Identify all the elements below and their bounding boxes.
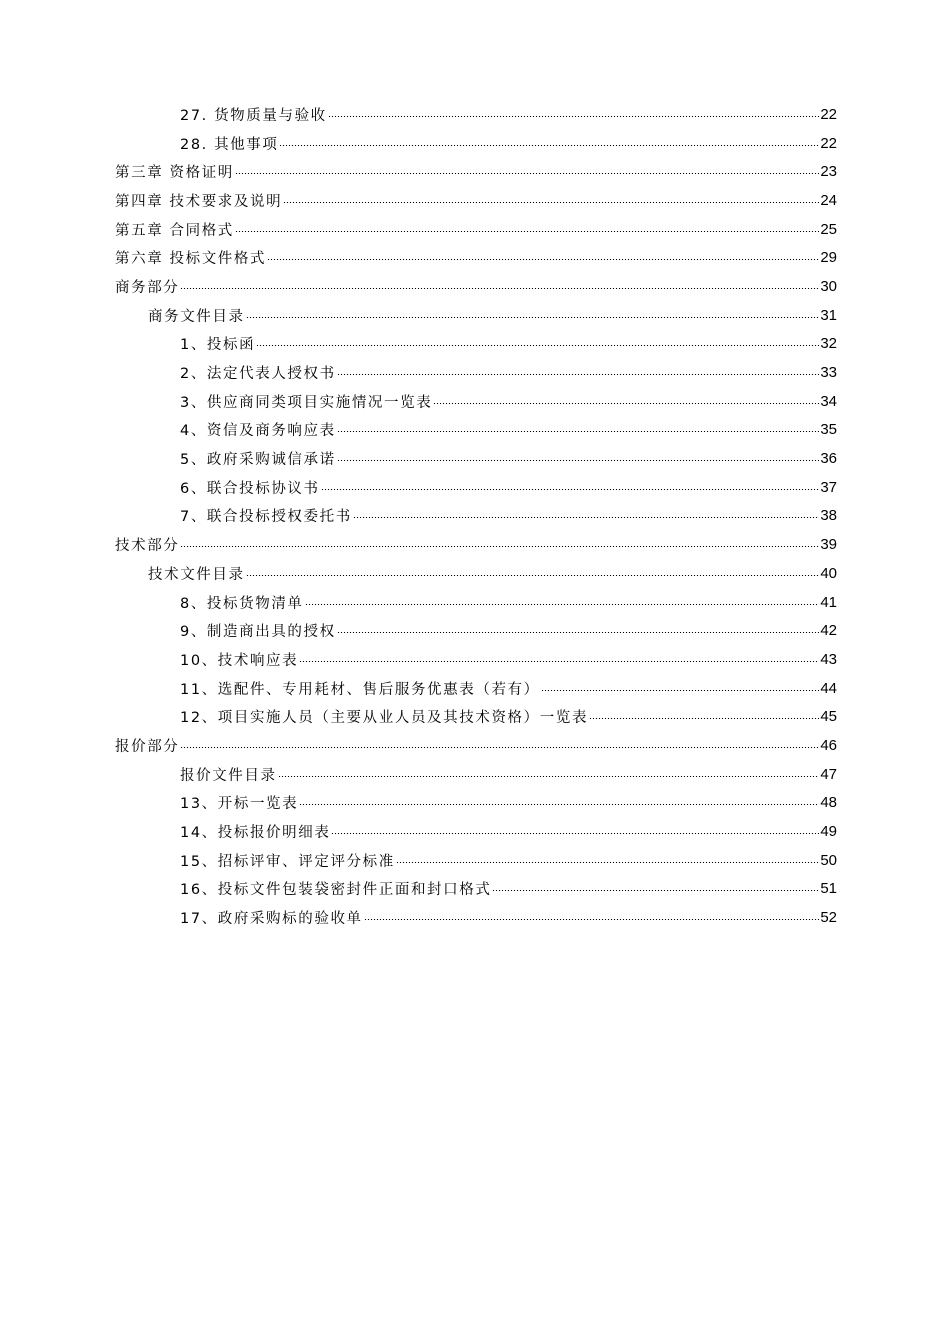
toc-entry[interactable] [0, 473, 950, 502]
toc-entry-title: 27. 货物质量与验收 [180, 107, 327, 124]
toc-entry-page-number: 40 [820, 564, 837, 582]
toc-entry-page-number: 34 [820, 392, 837, 410]
toc-entry-page-number: 49 [820, 823, 837, 841]
toc-dot-leader [180, 747, 819, 748]
toc-entry-page-number: 30 [820, 277, 837, 295]
toc-dot-leader [283, 202, 819, 203]
toc-entry-title: 10、技术响应表 [180, 652, 299, 669]
toc-entry-page-number: 52 [820, 909, 837, 927]
toc-entry-page-number: 46 [820, 736, 837, 754]
toc-entry-page-number: 45 [820, 708, 837, 726]
toc-entry[interactable] [0, 272, 950, 301]
toc-entry-page-number: 24 [820, 191, 837, 209]
toc-dot-leader [246, 575, 820, 576]
toc-dot-leader [328, 116, 820, 117]
toc-entry[interactable] [0, 702, 950, 731]
toc-entry-page-number: 25 [820, 220, 837, 238]
toc-entry-title: 11、选配件、专用耗材、售后服务优惠表（若有） [180, 681, 540, 698]
toc-entry[interactable] [0, 616, 950, 645]
toc-entry[interactable] [0, 817, 950, 846]
toc-dot-leader [235, 173, 819, 174]
toc-entry-page-number: 48 [820, 794, 837, 812]
toc-entry[interactable] [0, 157, 950, 186]
toc-dot-leader [278, 776, 820, 777]
toc-entry-title: 商务部分 [115, 279, 180, 296]
toc-dot-leader [305, 604, 820, 605]
toc-dot-leader [337, 374, 820, 375]
toc-entry-title: 9、制造商出具的授权 [180, 624, 336, 641]
toc-entry-page-number: 31 [820, 306, 837, 324]
toc-dot-leader [337, 632, 820, 633]
toc-entry-title: 第四章 技术要求及说明 [115, 193, 283, 210]
toc-dot-leader [337, 431, 820, 432]
toc-entry[interactable] [0, 588, 950, 617]
toc-dot-leader [279, 145, 819, 146]
toc-entry[interactable] [0, 243, 950, 272]
toc-entry-page-number: 38 [820, 507, 837, 525]
toc-dot-leader [256, 345, 819, 346]
toc-entry-page-number: 50 [820, 851, 837, 869]
toc-dot-leader [321, 489, 820, 490]
toc-entry-title: 8、投标货物清单 [180, 595, 304, 612]
toc-entry-page-number: 47 [820, 765, 837, 783]
toc-entry-page-number: 41 [820, 593, 837, 611]
toc-entry-title: 5、政府采购诚信承诺 [180, 452, 336, 469]
toc-dot-leader [180, 288, 819, 289]
toc-entry-title: 6、联合投标协议书 [180, 480, 320, 497]
toc-entry[interactable] [0, 530, 950, 559]
toc-dot-leader [396, 862, 819, 863]
toc-entry-title: 14、投标报价明细表 [180, 825, 331, 842]
toc-entry[interactable] [0, 358, 950, 387]
toc-entry[interactable] [0, 301, 950, 330]
toc-entry-page-number: 33 [820, 364, 837, 382]
toc-entry[interactable] [0, 444, 950, 473]
toc-dot-leader [235, 231, 819, 232]
toc-entry[interactable] [0, 731, 950, 760]
toc-dot-leader [299, 804, 819, 805]
toc-entry-page-number: 37 [820, 478, 837, 496]
toc-entry-page-number: 43 [820, 650, 837, 668]
toc-dot-leader [589, 718, 819, 719]
toc-entry-page-number: 23 [820, 163, 837, 181]
toc-dot-leader [541, 690, 820, 691]
toc-entry-title: 商务文件目录 [148, 308, 245, 325]
table-of-contents [0, 100, 950, 932]
toc-entry-page-number: 51 [820, 880, 837, 898]
toc-entry-title: 报价文件目录 [180, 767, 277, 784]
toc-entry-title: 1、投标函 [180, 337, 256, 354]
toc-entry[interactable] [0, 760, 950, 789]
toc-entry-title: 第三章 资格证明 [115, 165, 234, 182]
toc-entry-title: 3、供应商同类项目实施情况一览表 [180, 394, 433, 411]
toc-entry[interactable] [0, 129, 950, 158]
toc-dot-leader [331, 833, 819, 834]
toc-entry[interactable] [0, 903, 950, 932]
toc-entry-title: 技术文件目录 [148, 566, 245, 583]
toc-entry[interactable] [0, 502, 950, 531]
toc-entry[interactable] [0, 215, 950, 244]
toc-entry[interactable] [0, 789, 950, 818]
toc-entry-title: 17、政府采购标的验收单 [180, 911, 363, 928]
toc-entry-page-number: 39 [820, 536, 837, 554]
toc-dot-leader [180, 546, 819, 547]
toc-entry-page-number: 32 [820, 335, 837, 353]
toc-entry[interactable] [0, 674, 950, 703]
toc-entry-page-number: 29 [820, 249, 837, 267]
toc-dot-leader [364, 919, 820, 920]
toc-entry-title: 16、投标文件包装袋密封件正面和封口格式 [180, 882, 492, 899]
toc-dot-leader [337, 460, 820, 461]
toc-dot-leader [267, 259, 819, 260]
toc-entry-title: 15、招标评审、评定评分标准 [180, 853, 395, 870]
toc-dot-leader [492, 890, 819, 891]
toc-entry[interactable] [0, 416, 950, 445]
toc-dot-leader [246, 317, 820, 318]
toc-entry-title: 4、资信及商务响应表 [180, 423, 336, 440]
toc-entry-title: 28. 其他事项 [180, 136, 279, 153]
toc-entry[interactable] [0, 559, 950, 588]
toc-entry[interactable] [0, 846, 950, 875]
toc-entry-title: 第六章 投标文件格式 [115, 251, 267, 268]
toc-entry[interactable] [0, 186, 950, 215]
toc-entry[interactable] [0, 645, 950, 674]
toc-entry-page-number: 36 [820, 450, 837, 468]
toc-entry-page-number: 42 [820, 622, 837, 640]
toc-entry-page-number: 35 [820, 421, 837, 439]
toc-entry[interactable] [0, 875, 950, 904]
toc-entry-title: 第五章 合同格式 [115, 222, 234, 239]
toc-entry-title: 报价部分 [115, 738, 180, 755]
toc-entry-title: 13、开标一览表 [180, 796, 299, 813]
toc-entry[interactable] [0, 387, 950, 416]
toc-entry-title: 7、联合投标授权委托书 [180, 509, 352, 526]
toc-entry[interactable] [0, 100, 950, 129]
toc-entry-page-number: 22 [820, 105, 837, 123]
toc-dot-leader [299, 661, 819, 662]
toc-entry[interactable] [0, 330, 950, 359]
toc-dot-leader [433, 403, 819, 404]
toc-entry-page-number: 44 [820, 679, 837, 697]
toc-dot-leader [353, 517, 819, 518]
toc-entry-title: 2、法定代表人授权书 [180, 366, 336, 383]
toc-entry-title: 12、项目实施人员（主要从业人员及其技术资格）一览表 [180, 710, 589, 727]
toc-entry-title: 技术部分 [115, 538, 180, 555]
toc-entry-page-number: 22 [820, 134, 837, 152]
